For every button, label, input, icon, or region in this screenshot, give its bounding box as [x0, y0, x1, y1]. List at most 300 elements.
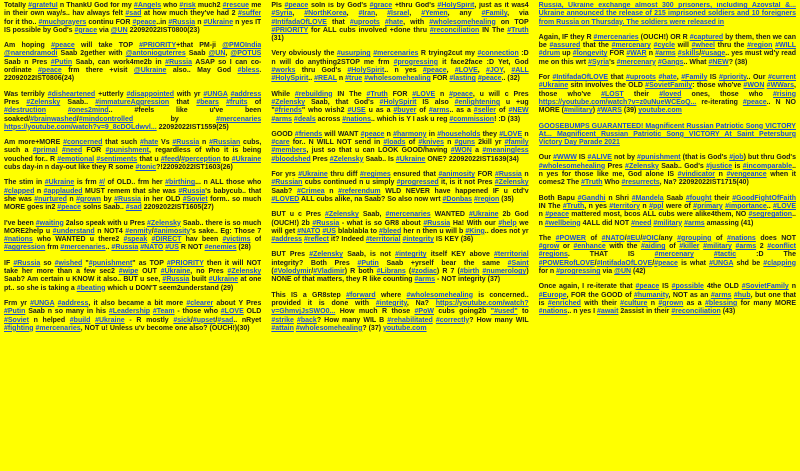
hashtag-link[interactable]: #WON: [450, 147, 472, 155]
hashtag-link[interactable]: #peace: [284, 2, 309, 9]
hashtag-link[interactable]: #Russia: [178, 187, 206, 195]
hashtag-link[interactable]: #culture: [620, 299, 648, 307]
hashtag-link[interactable]: #emotional: [57, 155, 95, 163]
hashtag-link[interactable]: #justice: [706, 162, 733, 170]
hashtag-link[interactable]: #muchprayers: [38, 18, 87, 26]
hashtag-link[interactable]: #WAR: [626, 50, 647, 58]
hashtag-link[interactable]: #mercenary: [611, 42, 651, 50]
hashtag-link[interactable]: #waiting: [35, 219, 64, 227]
hashtag-link[interactable]: #wellbeing: [544, 219, 581, 227]
hashtag-link[interactable]: #fought: [685, 194, 712, 202]
hashtag-link[interactable]: #care: [271, 139, 290, 147]
hashtag-link[interactable]: #Zelensky: [271, 98, 306, 106]
hashtag-link[interactable]: #address: [57, 299, 89, 307]
hashtag-link[interactable]: #Volodymir: [273, 268, 312, 276]
hashtag-link[interactable]: #mercenary: [654, 251, 694, 259]
hashtag-link[interactable]: #Putin: [50, 58, 73, 66]
hashtag-link[interactable]: #clearer: [186, 299, 214, 307]
hashtag-link[interactable]: #UNGA: [709, 259, 734, 267]
hashtag-link[interactable]: #Russian: [271, 179, 303, 187]
hashtag-link[interactable]: #Librans: [376, 268, 406, 276]
hashtag-link[interactable]: #build: [69, 316, 91, 324]
hashtag-link[interactable]: #arms: [655, 50, 676, 58]
hashtag-link[interactable]: #numerology: [482, 268, 527, 276]
hashtag-link[interactable]: #mindcontrolled: [78, 115, 134, 123]
hashtag-link[interactable]: #sick: [173, 316, 191, 324]
hashtag-link[interactable]: #arms: [684, 219, 705, 227]
hashtag-link[interactable]: #referendum: [338, 187, 381, 195]
hashtag-link[interactable]: #WON: [743, 82, 765, 90]
hashtag-link[interactable]: #blessing: [705, 299, 738, 307]
hashtag-link[interactable]: #regimes: [359, 171, 391, 179]
hashtag-link[interactable]: #territory: [609, 202, 641, 210]
hashtag-link[interactable]: #grace: [74, 26, 98, 34]
hashtag-link[interactable]: #grown: [76, 195, 102, 203]
hashtag-link[interactable]: #LOVE: [773, 202, 796, 210]
hashtag-link[interactable]: #Russia: [111, 244, 139, 252]
hashtag-link[interactable]: #SovietFamily: [645, 82, 693, 90]
hashtag-link[interactable]: #WWars: [766, 82, 795, 90]
hashtag-link[interactable]: #WILL: [775, 42, 796, 50]
hashtag-link[interactable]: #IntifadaOfLOVE: [596, 259, 653, 267]
hashtag-link[interactable]: #Russia: [114, 195, 141, 203]
hashtag-link[interactable]: #back: [296, 316, 317, 324]
hashtag-link[interactable]: #arms: [414, 276, 436, 284]
hashtag-link[interactable]: #nurtured: [34, 195, 67, 203]
hashtag-link[interactable]: #upset: [192, 316, 216, 324]
hashtag-link[interactable]: #peace: [654, 259, 678, 267]
hashtag-link[interactable]: #punishment: [105, 147, 150, 155]
hashtag-link[interactable]: #peace: [422, 67, 447, 75]
hashtag-link[interactable]: #NorthKorea: [304, 10, 347, 18]
hashtag-link[interactable]: #LOVE: [499, 130, 523, 138]
hashtag-link[interactable]: #PRIORITY: [139, 42, 177, 50]
hashtag-link[interactable]: #disheartened: [47, 90, 96, 98]
hashtag-link[interactable]: #sad: [217, 316, 234, 324]
hashtag-link[interactable]: #Leadership: [108, 308, 151, 316]
hashtag-link[interactable]: #knives: [418, 139, 444, 147]
card-link[interactable]: GOOSEBUMPS GUARANTEED! Magnificent Russian Patriotic Song VICTORY At...: [538, 122, 796, 138]
hashtag-link[interactable]: #mercenaries: [593, 33, 639, 41]
hashtag-link[interactable]: #friends: [294, 130, 323, 138]
hashtag-link[interactable]: #captured: [689, 33, 724, 41]
hashtag-link[interactable]: #peace: [477, 75, 502, 83]
hashtag-link[interactable]: #King: [465, 227, 485, 235]
hashtag-link[interactable]: #brainwashed: [30, 115, 77, 123]
hashtag-link[interactable]: #mercenaries: [60, 244, 106, 252]
hashtag-link[interactable]: #Ukraine: [468, 211, 499, 219]
hashtag-link[interactable]: "#used": [490, 308, 518, 316]
hashtag-link[interactable]: #punishment: [88, 259, 133, 267]
hashtag-link[interactable]: #Soviet: [4, 316, 29, 324]
hashtag-link[interactable]: #Russia: [13, 259, 41, 267]
hashtag-link[interactable]: #HolySpirit: [271, 75, 309, 83]
hashtag-link[interactable]: #peace: [360, 130, 385, 138]
hashtag-link[interactable]: #Russia: [423, 219, 451, 227]
hashtag-link[interactable]: #Soviet: [182, 195, 208, 203]
url-link[interactable]: youtube.com: [638, 107, 682, 115]
hashtag-link[interactable]: #usurping: [336, 50, 371, 58]
hashtag-link[interactable]: #territorial: [365, 236, 401, 244]
hashtag-link[interactable]: #conflict: [767, 243, 796, 251]
hashtag-link[interactable]: #longevity: [572, 50, 608, 58]
hashtag-link[interactable]: #IntifadaOfLOVE: [552, 74, 609, 82]
hashtag-link[interactable]: #PoW: [414, 308, 434, 316]
hashtag-link[interactable]: #wheel: [691, 42, 715, 50]
hashtag-link[interactable]: #wished: [54, 259, 83, 267]
hashtag-link[interactable]: #progressing: [556, 268, 601, 276]
hashtag-link[interactable]: #progressing: [393, 58, 438, 66]
hashtag-link[interactable]: #Ukraine: [208, 276, 239, 284]
hashtag-link[interactable]: #sentiments: [96, 155, 138, 163]
hashtag-link[interactable]: #USE: [347, 107, 366, 115]
hashtag-link[interactable]: #Syria: [588, 58, 610, 66]
hashtag-link[interactable]: #ppl: [649, 202, 664, 210]
hashtag-link[interactable]: #true: [345, 75, 363, 83]
hashtag-link[interactable]: #mercenaries: [385, 211, 431, 219]
hashtag-link[interactable]: #ALL: [511, 67, 529, 75]
hashtag-link[interactable]: #Ukraine: [395, 155, 426, 163]
hashtag-link[interactable]: #wholesomehealing: [295, 324, 363, 332]
hashtag-link[interactable]: #segregation: [748, 211, 793, 219]
hashtag-link[interactable]: #enlightening: [454, 98, 501, 106]
mention-link[interactable]: @Ukraine: [133, 67, 167, 75]
hashtag-link[interactable]: #speak: [123, 236, 148, 244]
hashtag-link[interactable]: #Vladimir: [313, 268, 345, 276]
hashtag-link[interactable]: #LOVED: [271, 195, 300, 203]
hashtag-link[interactable]: #Russia: [494, 171, 522, 179]
hashtag-link[interactable]: #primary: [693, 202, 723, 210]
hashtag-link[interactable]: #sad: [125, 204, 142, 212]
hashtag-link[interactable]: #sad: [125, 10, 142, 18]
hashtag-link[interactable]: #SovietFamily: [741, 283, 789, 291]
hashtag-link[interactable]: #help: [498, 219, 517, 227]
hashtag-link[interactable]: #wholesomehealing: [406, 291, 473, 299]
hashtag-link[interactable]: #loved: [659, 90, 682, 98]
hashtag-link[interactable]: #vengeance: [726, 171, 767, 179]
hashtag-link[interactable]: #US: [165, 244, 179, 252]
hashtag-link[interactable]: #address: [230, 90, 262, 98]
hashtag-link[interactable]: #grateful: [28, 2, 58, 9]
hashtag-link[interactable]: #peace: [51, 42, 75, 50]
hashtag-link[interactable]: #concerned: [63, 139, 103, 147]
hashtag-link[interactable]: #HolySpirit: [347, 67, 385, 75]
hashtag-link[interactable]: #possible: [671, 283, 704, 291]
hashtag-link[interactable]: #rebuilding: [294, 90, 333, 98]
hashtag-link[interactable]: #POWER: [555, 234, 586, 242]
hashtag-link[interactable]: #need: [631, 219, 652, 227]
hashtag-link[interactable]: #clapped: [4, 187, 35, 195]
hashtag-link[interactable]: #NATO: [140, 244, 164, 252]
hashtag-link[interactable]: #peace: [545, 211, 569, 219]
hashtag-link[interactable]: #perception: [181, 155, 221, 163]
mention-link[interactable]: @UN: [208, 50, 226, 58]
hashtag-link[interactable]: #Truth: [581, 179, 603, 187]
hashtag-link[interactable]: #Saint: [507, 259, 529, 267]
hashtag-link[interactable]: #military: [653, 219, 683, 227]
hashtag-link[interactable]: #primal: [32, 147, 58, 155]
hashtag-link[interactable]: #progressed: [396, 179, 439, 187]
hashtag-link[interactable]: #grace: [369, 2, 393, 9]
card-link[interactable]: Ukraine announced the release of 215 imprisoned soldiers and 10 foreigners from Russia on Thursday. The soldiers were released in: [538, 10, 796, 26]
hashtag-link[interactable]: #POWERofLOVE: [538, 259, 595, 267]
hashtag-link[interactable]: #current: [767, 74, 796, 82]
hashtag-link[interactable]: #hub: [733, 291, 751, 299]
hashtag-link[interactable]: #Family: [681, 74, 708, 82]
hashtag-link[interactable]: #Israel: [387, 10, 410, 18]
hashtag-link[interactable]: #punishment: [637, 154, 681, 162]
hashtag-link[interactable]: #priority: [719, 74, 747, 82]
hashtag-link[interactable]: #Europe: [538, 291, 567, 299]
hashtag-link[interactable]: #WARS: [597, 107, 622, 115]
hashtag-link[interactable]: #fruits: [226, 98, 248, 106]
hashtag-link[interactable]: #WWW: [553, 154, 577, 162]
hashtag-link[interactable]: #REAL: [314, 75, 337, 83]
hashtag-link[interactable]: #PRIORITY: [271, 26, 309, 34]
hashtag-link[interactable]: #need: [61, 147, 83, 155]
hashtag-link[interactable]: #Team: [152, 308, 175, 316]
hashtag-link[interactable]: #ones2mind: [67, 107, 109, 115]
hashtag-link[interactable]: #nations: [538, 308, 568, 316]
hashtag-link[interactable]: #NEW: [508, 107, 529, 115]
hashtag-link[interactable]: #mercenaries: [35, 324, 81, 332]
hashtag-link[interactable]: #LOVE: [412, 90, 436, 98]
hashtag-link[interactable]: #military: [563, 107, 593, 115]
hashtag-link[interactable]: #feed: [160, 155, 180, 163]
hashtag-link[interactable]: #guns: [454, 139, 476, 147]
hashtag-link[interactable]: #commission: [449, 115, 495, 123]
mention-link[interactable]: @narendramodi: [4, 50, 58, 58]
hashtag-link[interactable]: #Zelensky: [147, 219, 181, 227]
hashtag-link[interactable]: #enemies: [204, 244, 237, 252]
url-link[interactable]: youtube.com: [383, 324, 427, 332]
hashtag-link[interactable]: #Ukraine: [44, 179, 75, 187]
hashtag-link[interactable]: #IntifadaOfLOVE: [271, 18, 327, 26]
hashtag-link[interactable]: #strike: [271, 316, 294, 324]
hashtag-link[interactable]: #destruction: [4, 107, 47, 115]
hashtag-link[interactable]: #killer: [679, 243, 700, 251]
hashtag-link[interactable]: #animosity: [438, 171, 476, 179]
hashtag-link[interactable]: #vindicator: [677, 171, 716, 179]
mention-link[interactable]: @PMOIndia: [222, 42, 262, 50]
hashtag-link[interactable]: #address: [271, 236, 303, 244]
hashtag-link[interactable]: #uproots: [626, 74, 656, 82]
hashtag-link[interactable]: #skills: [677, 50, 700, 58]
hashtag-link[interactable]: #LOST: [601, 90, 624, 98]
hashtag-link[interactable]: #buyer: [393, 107, 417, 115]
hashtag-link[interactable]: #peace: [57, 204, 82, 212]
card-link[interactable]: Russia, Ukraine exchange almost 300 prisoners, including Azovstal &...: [538, 2, 796, 9]
hashtag-link[interactable]: #Syria: [271, 10, 293, 18]
hashtag-link[interactable]: #animosity: [153, 227, 191, 235]
hashtag-link[interactable]: #assured: [549, 42, 581, 50]
hashtag-link[interactable]: #NEW: [708, 58, 729, 66]
hashtag-link[interactable]: #tactic: [713, 251, 737, 259]
hashtag-link[interactable]: #correctly: [435, 316, 470, 324]
hashtag-link[interactable]: #Ukraine: [203, 18, 234, 26]
hashtag-link[interactable]: #Gangs: [657, 58, 684, 66]
hashtag-link[interactable]: #bears: [196, 98, 219, 106]
hashtag-link[interactable]: #Putin: [357, 259, 379, 267]
hashtag-link[interactable]: #PRIORITY: [166, 259, 204, 267]
hashtag-link[interactable]: #Ukraine: [231, 155, 262, 163]
url-link[interactable]: https://youtube.com/watch?v=z0uNueWCEoQ...: [538, 98, 697, 106]
hashtag-link[interactable]: #Russia: [172, 139, 200, 147]
mention-link[interactable]: @UN: [110, 26, 128, 34]
hashtag-link[interactable]: #rescue: [222, 2, 250, 9]
hashtag-link[interactable]: #mercenaries: [216, 115, 262, 123]
hashtag-link[interactable]: #peace: [742, 98, 767, 106]
hashtag-link[interactable]: #usage: [701, 50, 726, 58]
hashtag-link[interactable]: #Russia: [165, 58, 193, 66]
hashtag-link[interactable]: #arms: [271, 115, 292, 123]
hashtag-link[interactable]: #meaningless: [482, 147, 529, 155]
hashtag-link[interactable]: #victims: [222, 236, 251, 244]
hashtag-link[interactable]: #mercenary: [616, 58, 656, 66]
hashtag-link[interactable]: #Angels: [133, 2, 162, 9]
hashtag-link[interactable]: #await: [597, 308, 619, 316]
hashtag-link[interactable]: #arms: [710, 291, 732, 299]
hashtag-link[interactable]: #nations: [727, 234, 756, 242]
hashtag-link[interactable]: #grouping: [677, 234, 712, 242]
hashtag-link[interactable]: #households: [437, 130, 481, 138]
hashtag-link[interactable]: #birthing: [165, 179, 196, 187]
hashtag-link[interactable]: #fighting: [4, 324, 34, 332]
hashtag-link[interactable]: #Family: [481, 10, 508, 18]
hashtag-link[interactable]: #grown: [658, 299, 684, 307]
hashtag-link[interactable]: #rising: [773, 90, 796, 98]
hashtag-link[interactable]: #region: [747, 42, 773, 50]
hashtag-link[interactable]: #integrity: [402, 236, 434, 244]
hashtag-link[interactable]: #hate: [139, 139, 159, 147]
hashtag-link[interactable]: #Ukraine: [95, 316, 125, 324]
hashtag-link[interactable]: #bloodshed: [271, 155, 311, 163]
hashtag-link[interactable]: #job: [729, 154, 744, 162]
hashtag-link[interactable]: #Russia: [162, 276, 190, 284]
hashtag-link[interactable]: #EU: [626, 234, 641, 242]
hashtag-link[interactable]: #Russia: [312, 219, 340, 227]
hashtag-link[interactable]: #aggression: [4, 244, 46, 252]
hashtag-link[interactable]: #enmity: [125, 227, 152, 235]
hashtag-link[interactable]: #connection: [477, 50, 519, 58]
hashtag-link[interactable]: #family: [504, 139, 529, 147]
hashtag-link[interactable]: #works: [271, 67, 296, 75]
hashtag-link[interactable]: #HolySpirit: [379, 98, 417, 106]
hashtag-link[interactable]: #NATO: [297, 227, 321, 235]
hashtag-link[interactable]: #GoodFightOfFaith: [732, 194, 796, 202]
hashtag-link[interactable]: #Donbas: [442, 195, 473, 203]
hashtag-link[interactable]: #LOVE: [220, 308, 244, 316]
hashtag-link[interactable]: #Ukraine: [538, 82, 569, 90]
hashtag-link[interactable]: #drum: [538, 50, 561, 58]
hashtag-link[interactable]: #cycle: [653, 42, 675, 50]
hashtag-link[interactable]: #Zelensky: [309, 251, 344, 259]
hashtag-link[interactable]: #tonic: [135, 164, 157, 172]
hashtag-link[interactable]: #Mandela: [631, 194, 664, 202]
hashtag-link[interactable]: #territorial: [494, 251, 529, 259]
hashtag-link[interactable]: #Zelensky: [329, 155, 364, 163]
hashtag-link[interactable]: #arms: [428, 107, 450, 115]
hashtag-link[interactable]: #/: [99, 179, 105, 187]
hashtag-link[interactable]: #Gandhi: [577, 194, 606, 202]
hashtag-link[interactable]: #Russia: [168, 18, 196, 26]
hashtag-link[interactable]: #arms: [735, 243, 757, 251]
hashtag-link[interactable]: #Truth: [366, 90, 388, 98]
hashtag-link[interactable]: #Zelensky: [26, 98, 61, 106]
mention-link[interactable]: @POTUS: [230, 50, 262, 58]
hashtag-link[interactable]: #zodiac: [411, 268, 437, 276]
hashtag-link[interactable]: #harmony: [393, 130, 427, 138]
hashtag-link[interactable]: #regions: [538, 251, 568, 259]
hashtag-link[interactable]: #peace: [38, 67, 62, 75]
hashtag-link[interactable]: #Ukraine: [298, 171, 328, 179]
hashtag-link[interactable]: #integrity: [375, 299, 407, 307]
hashtag-link[interactable]: #enhance: [573, 243, 606, 251]
hashtag-link[interactable]: #lasting: [449, 75, 476, 83]
hashtag-link[interactable]: #Putin: [4, 308, 26, 316]
hashtag-link[interactable]: #reflect: [304, 236, 329, 244]
hashtag-link[interactable]: #Crimea: [296, 187, 325, 195]
hashtag-link[interactable]: #seller: [473, 107, 496, 115]
hashtag-link[interactable]: #wholesomehealing: [538, 162, 606, 170]
hashtag-link[interactable]: #uproots: [349, 18, 380, 26]
hashtag-link[interactable]: #wipe: [118, 268, 139, 276]
hashtag-link[interactable]: #hate: [384, 18, 404, 26]
hashtag-link[interactable]: #humanity: [633, 291, 669, 299]
hashtag-link[interactable]: #Ukraine: [160, 268, 191, 276]
hashtag-link[interactable]: #enriched: [547, 299, 581, 307]
hashtag-link[interactable]: #grow: [538, 243, 560, 251]
hashtag-link[interactable]: #hate: [658, 74, 677, 82]
hashtag-link[interactable]: #peace: [449, 90, 473, 98]
url-link[interactable]: https://youtube.com/watch?v=9_8cDOLdwvl...: [4, 123, 157, 131]
card-link[interactable]: Magnificent Russian Patriotic Song VICTORY At Saint Petersburg Victory Day Parade 2021: [538, 130, 796, 147]
hashtag-link[interactable]: #Zelensky: [324, 211, 359, 219]
hashtag-link[interactable]: #region: [474, 195, 500, 203]
hashtag-link[interactable]: #US: [322, 227, 336, 235]
hashtag-link[interactable]: #peace: [635, 283, 660, 291]
hashtag-link[interactable]: #HolySpirit: [437, 2, 475, 9]
hashtag-link[interactable]: #Truth: [507, 26, 529, 34]
url-link[interactable]: https://youtube.com/watch?v=GhmvjJsSWO0...: [271, 299, 529, 316]
hashtag-link[interactable]: #resurrects: [621, 179, 660, 187]
hashtag-link[interactable]: #clapping: [763, 259, 796, 267]
hashtag-link[interactable]: #importance: [725, 202, 767, 210]
hashtag-link[interactable]: #UNGA: [203, 90, 228, 98]
hashtag-link[interactable]: #applauded: [43, 187, 83, 195]
hashtag-link[interactable]: #aiding: [640, 243, 666, 251]
hashtag-link[interactable]: #friends: [274, 107, 302, 115]
hashtag-link[interactable]: #wholesomehealing: [364, 75, 431, 83]
hashtag-link[interactable]: #bless: [237, 67, 260, 75]
hashtag-link[interactable]: #Yemen: [421, 10, 448, 18]
hashtag-link[interactable]: #Zelensky: [625, 162, 659, 170]
hashtag-link[interactable]: #ALIVE: [587, 154, 612, 162]
hashtag-link[interactable]: #UNGA: [30, 299, 55, 307]
hashtag-link[interactable]: #wholesomehealing: [429, 18, 496, 26]
hashtag-link[interactable]: #OIC: [642, 234, 659, 242]
hashtag-link[interactable]: #loads: [383, 139, 406, 147]
hashtag-link[interactable]: #bleed: [379, 227, 402, 235]
mention-link[interactable]: @UN: [614, 268, 632, 276]
hashtag-link[interactable]: #rehabilitated: [387, 316, 433, 324]
hashtag-link[interactable]: #integrity: [395, 251, 427, 259]
hashtag-link[interactable]: #reconciliation: [671, 308, 721, 316]
hashtag-link[interactable]: #nations: [342, 115, 371, 123]
hashtag-link[interactable]: #Iran: [358, 10, 376, 18]
hashtag-link[interactable]: #immatureAggression: [95, 98, 170, 106]
hashtag-link[interactable]: #Zelensky: [494, 179, 529, 187]
